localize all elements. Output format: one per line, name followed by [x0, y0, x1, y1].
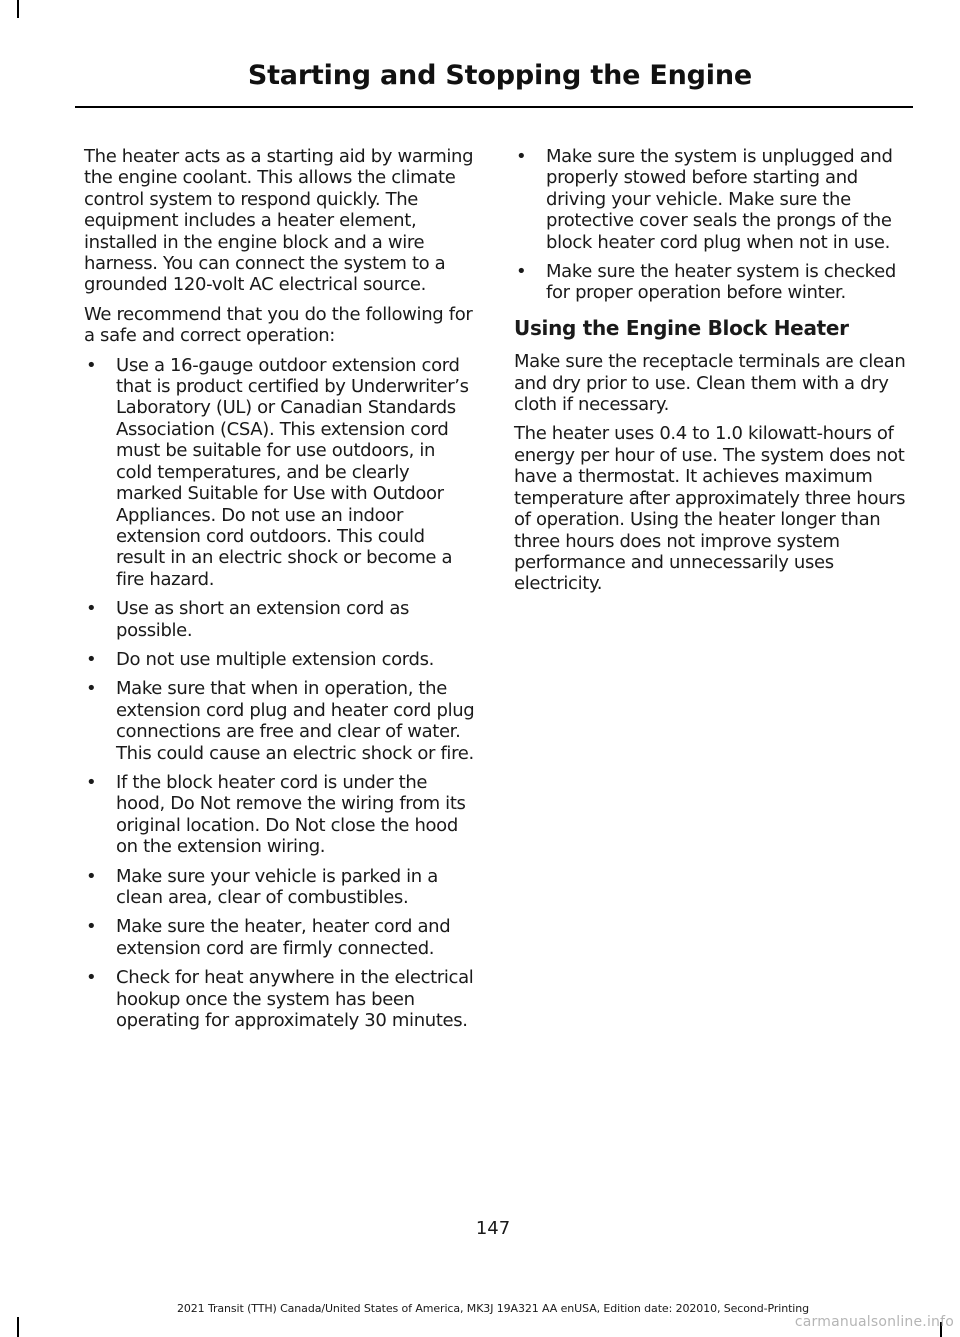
list-item-text: Make sure the system is unplugged and properly stowed before starting and driving your vehicle. Make sure the protective cover seals the prongs of the block heater cord plug when not in use. [546, 146, 893, 253]
list-item-text: If the block heater cord is under the hood, Do Not remove the wiring from its original location. Do Not close the hood on the extension wiring. [116, 771, 466, 858]
list-item [84, 355, 476, 590]
energy-paragraph: The heater uses 0.4 to 1.0 kilowatt-hours of energy per hour of use. The system does not have a thermostat. It achieves maximum temperature after approximately three hours of operation. Using the heater longer than three hours does not improve system performance and unnecessarily uses electricity. [514, 423, 906, 595]
bullet-icon: • [86, 865, 97, 887]
intro-paragraph: The heater acts as a starting aid by warming the engine coolant. This allows the climate control system to respond quickly. The equipment includes a heater element, installed in the engine block and a wire harness. You can connect the system to a grounded 120-volt AC electrical source. [84, 146, 474, 296]
list-item [84, 967, 476, 1031]
bullet-icon: • [86, 678, 97, 700]
edition-footer: 2021 Transit (TTH) Canada/United States of America, MK3J 19A321 AA enUSA, Edition date: 202010, Second-Printing [176, 1302, 810, 1315]
list-item-text: Do not use multiple extension cords. [116, 648, 434, 670]
section-heading: Using the Engine Block Heater [514, 315, 849, 340]
list-item-text: Check for heat anywhere in the electrical hookup once the system has been operating for approximately 30 minutes. [116, 967, 474, 1032]
list-item [84, 772, 476, 858]
bullet-icon: • [86, 598, 97, 620]
bullet-icon: • [86, 916, 97, 938]
safety-list [84, 355, 476, 1032]
bullet-icon: • [516, 261, 527, 283]
storage-list [514, 146, 908, 304]
header-divider [75, 106, 913, 108]
list-item-text: Make sure the heater system is checked for proper operation before winter. [546, 261, 896, 304]
list-item [84, 866, 476, 909]
list-item [84, 678, 476, 764]
bullet-icon: • [86, 354, 97, 376]
list-item [514, 261, 908, 304]
crop-mark-bottom-left [17, 1317, 19, 1337]
list-item [84, 598, 476, 641]
list-item [514, 146, 908, 253]
bullet-icon: • [86, 771, 97, 793]
list-item-text: Make sure your vehicle is parked in a clean area, clear of combustibles. [116, 865, 438, 908]
page-title: Starting and Stopping the Engine [247, 60, 752, 91]
list-item-text: Make sure the heater, heater cord and extension cord are firmly connected. [116, 916, 451, 959]
receptacle-paragraph: Make sure the receptacle terminals are clean and dry prior to use. Clean them with a dry cloth if necessary. [514, 351, 906, 416]
crop-mark-top-left [17, 0, 19, 18]
bullet-icon: • [86, 967, 97, 989]
recommend-paragraph: We recommend that you do the following for a safe and correct operation: [84, 303, 473, 347]
right-column [514, 146, 908, 603]
list-item [84, 649, 476, 670]
bullet-icon: • [86, 648, 97, 670]
bullet-icon: • [516, 146, 527, 167]
list-item-text: Make sure that when in operation, the extension cord plug and heater cord plug connections are free and clear of water. This could cause an electric shock or fire. [116, 678, 475, 764]
page-number: 147 [475, 1218, 511, 1239]
left-column [84, 146, 476, 1039]
list-item-text: Use a 16-gauge outdoor extension cord that is product certified by Underwriter’s Laboratory (UL) or Canadian Standards Association (CSA). This extension cord must be suitable for use outdoors, in cold temperatures, and be clearly marked Suitable for Use with Outdoor Appliances. Do not use an indoor extension cord outdoors. This could result in an electric shock or become a fire hazard. [116, 354, 469, 590]
list-item [84, 916, 476, 959]
watermark: carmanualsonline.info [794, 1314, 954, 1330]
list-item-text: Use as short an extension cord as possible. [116, 598, 410, 641]
